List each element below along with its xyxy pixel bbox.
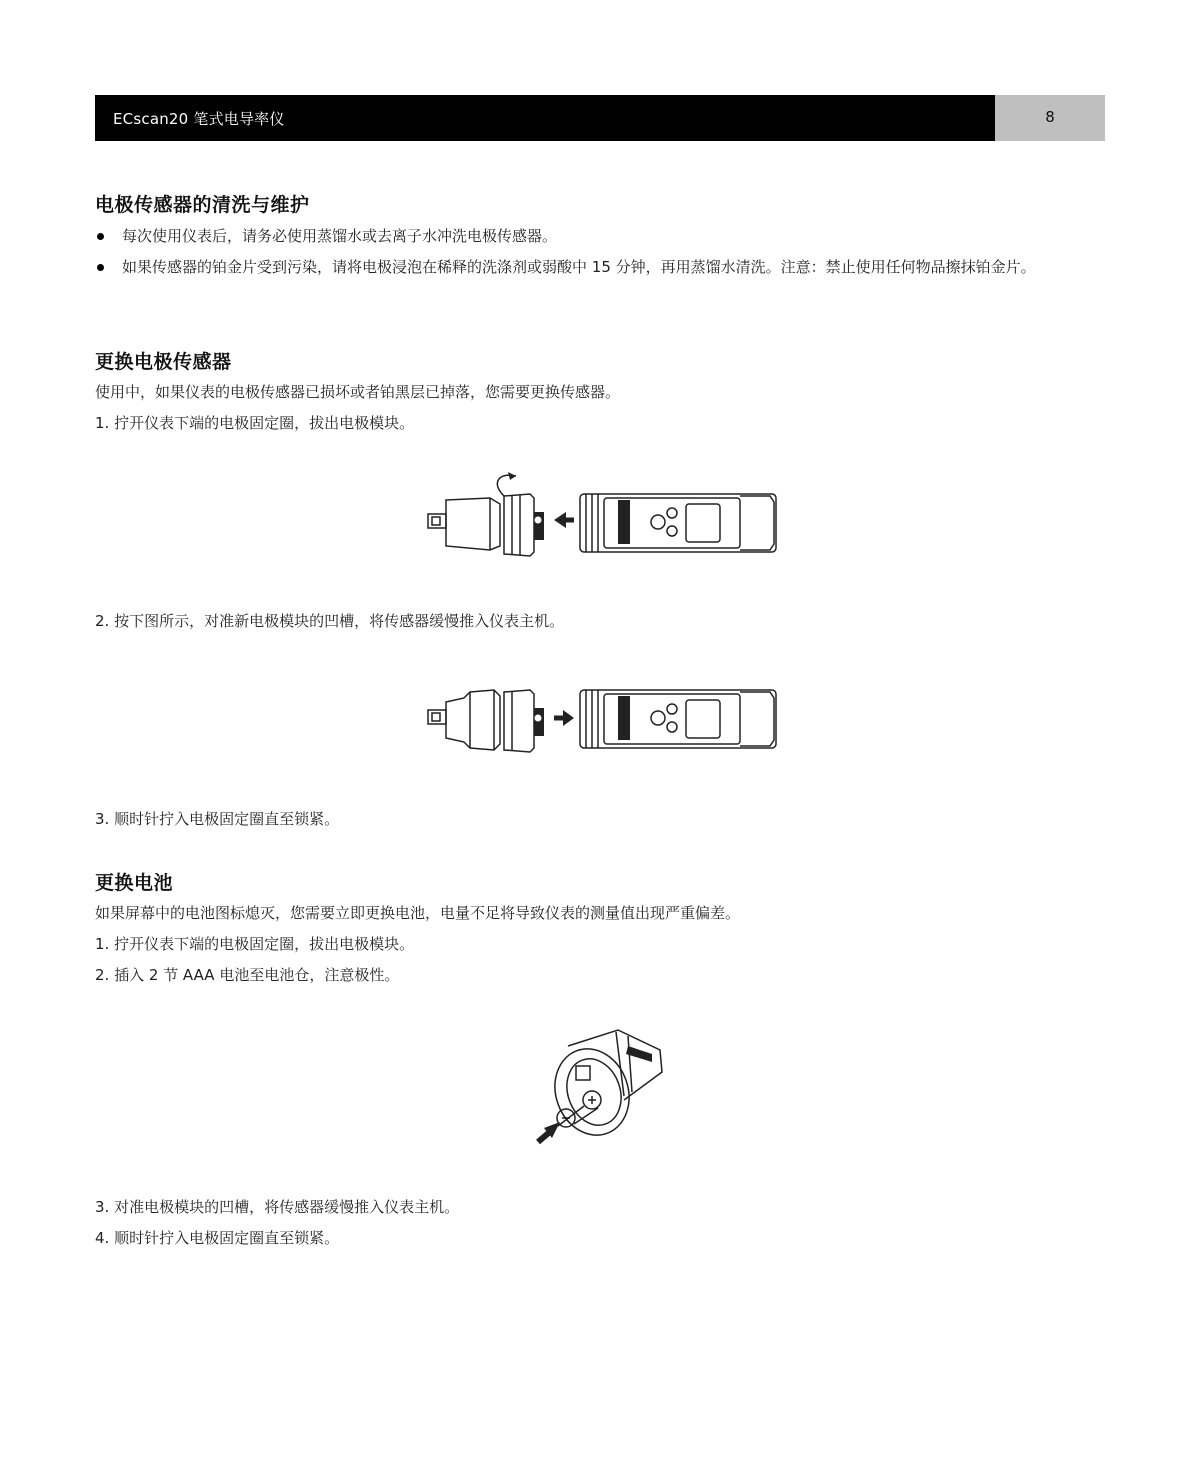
insert-electrode-illustration: [420, 664, 780, 756]
battery-contact-icon: [576, 1066, 590, 1080]
meter-display-icon: [686, 700, 720, 738]
list-item-text: 如果传感器的铂金片受到污染，请将电极浸泡在稀释的洗涤剂或弱酸中 15 分钟，再用蒸馏水清洗。注意：禁止使用任何物品擦抹铂金片。: [122, 258, 1036, 276]
brand-label-icon: [618, 500, 630, 544]
meter-display-icon: [686, 504, 720, 542]
locking-ring-icon: [504, 690, 534, 752]
battery-compartment-icon: [543, 1038, 641, 1145]
document-title: ECscan20 笔式电导率仪: [113, 110, 285, 128]
bullet-dot: [97, 233, 104, 240]
list-item-text: 每次使用仪表后，请务必使用蒸馏水或去离子水冲洗电极传感器。: [122, 227, 558, 245]
header-bar: [95, 95, 995, 141]
section-heading-cleaning: 电极传感器的清洗与维护: [95, 194, 310, 216]
step-item: 3. 顺时针拧入电极固定圈直至锁紧。: [95, 810, 340, 828]
electrode-body-icon: [446, 690, 500, 750]
section-heading-replace-sensor: 更换电极传感器: [95, 351, 232, 373]
section-heading-replace-battery: 更换电池: [95, 872, 174, 894]
step-item: 1. 拧开仪表下端的电极固定圈，拔出电极模块。: [95, 414, 415, 432]
remove-electrode-illustration: [420, 468, 780, 560]
page-number: 8: [1045, 108, 1055, 126]
electrode-tip-icon: [428, 710, 446, 724]
step-item: 3. 对准电极模块的凹槽，将传感器缓慢推入仪表主机。: [95, 1198, 460, 1216]
electrode-body-icon: [446, 498, 500, 550]
list-item: [95, 221, 1107, 252]
meter-body-icon: [568, 1030, 662, 1100]
insert-battery-illustration: [528, 1026, 668, 1150]
list-item: [95, 252, 1107, 283]
step-item: 4. 顺时针拧入电极固定圈直至锁紧。: [95, 1229, 340, 1247]
page-number-box: [995, 95, 1105, 141]
meter-body-icon: [580, 690, 776, 748]
locking-ring-icon: [504, 494, 534, 556]
rotate-arrow-icon: [497, 475, 516, 496]
meter-body-icon: [580, 494, 776, 552]
section-intro: 使用中，如果仪表的电极传感器已损坏或者铂黑层已掉落，您需要更换传感器。: [95, 383, 621, 401]
electrode-tip-icon: [428, 514, 446, 528]
section-intro: 如果屏幕中的电池图标熄灭，您需要立即更换电池，电量不足将导致仪表的测量值出现严重偏差。: [95, 904, 741, 922]
step-item: 2. 插入 2 节 AAA 电池至电池仓，注意极性。: [95, 966, 400, 984]
brand-label-icon: [618, 696, 630, 740]
bullet-dot: [97, 264, 104, 271]
step-item: 1. 拧开仪表下端的电极固定圈，拔出电极模块。: [95, 935, 415, 953]
step-item: 2. 按下图所示，对准新电极模块的凹槽，将传感器缓慢推入仪表主机。: [95, 612, 565, 630]
